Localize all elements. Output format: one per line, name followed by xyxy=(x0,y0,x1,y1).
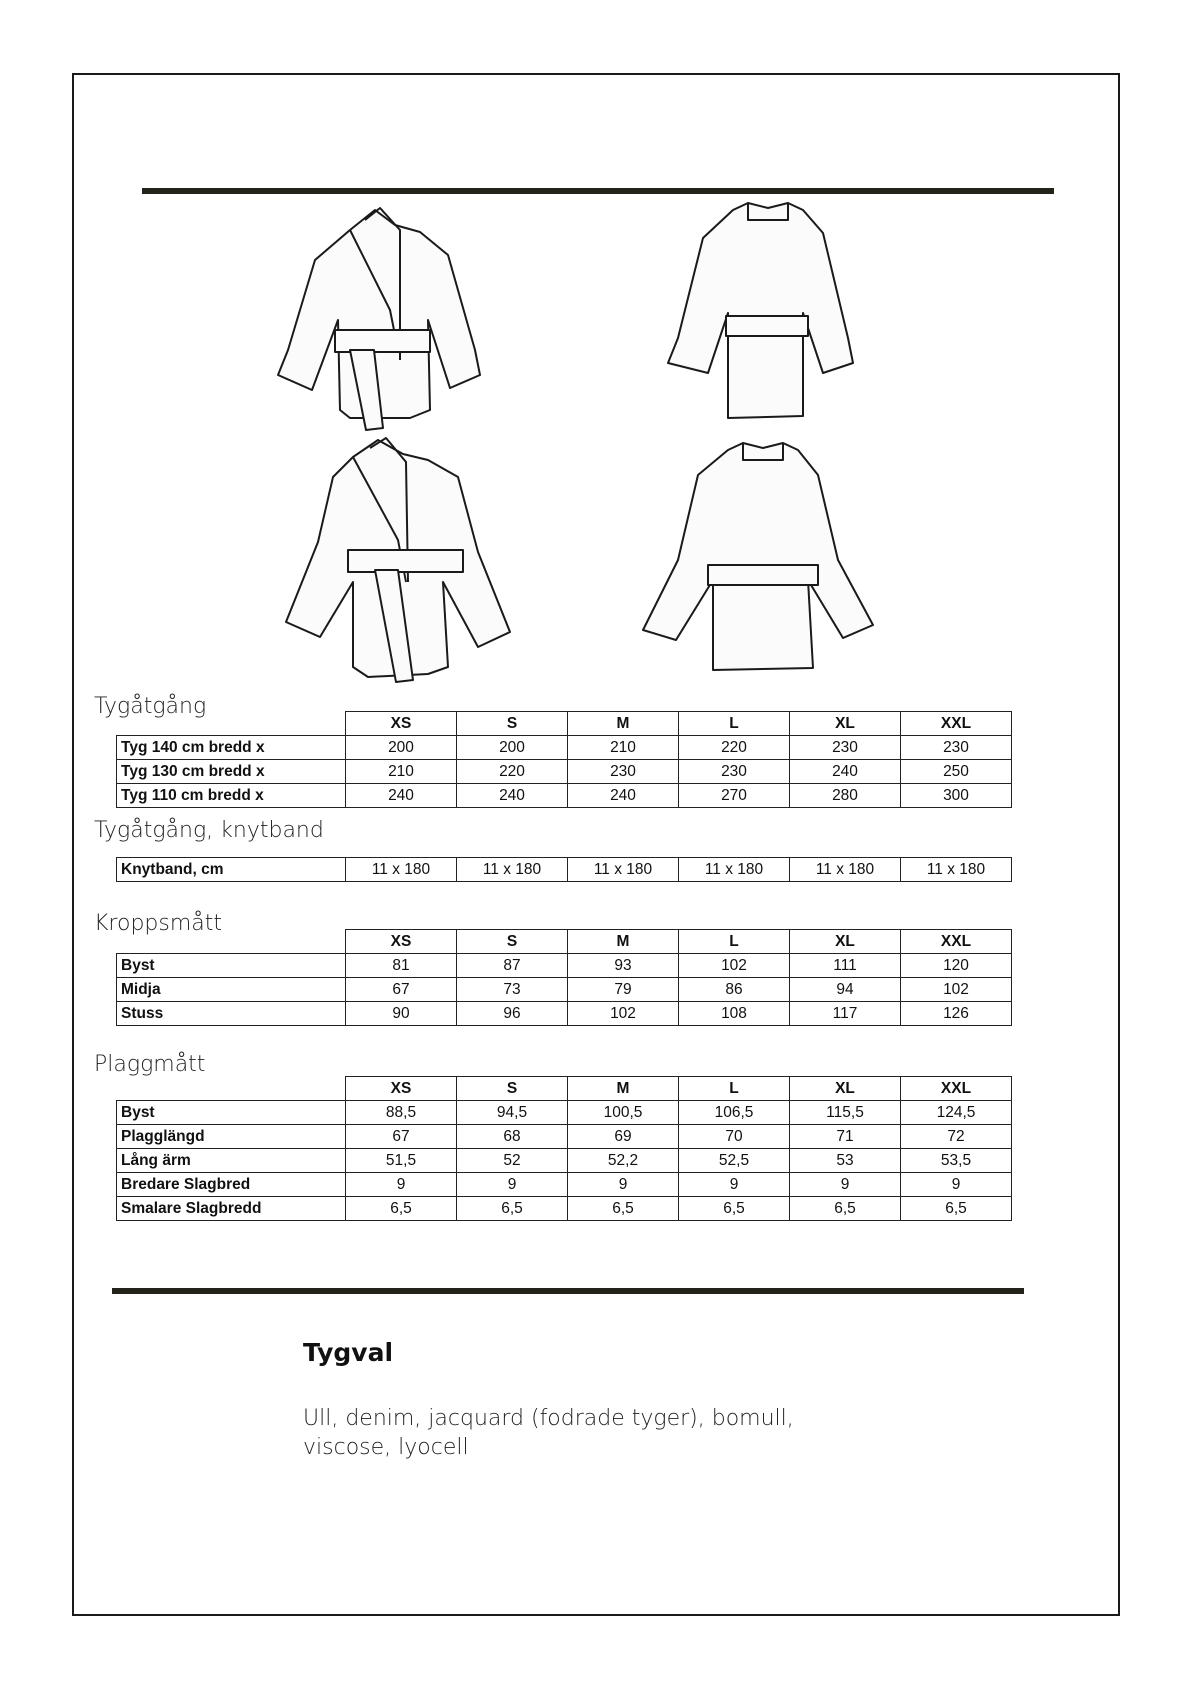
tygval-line: viscose, lyocell xyxy=(303,1435,469,1460)
jacket-front-short-illustration xyxy=(270,200,520,445)
cell: 94,5 xyxy=(457,1101,568,1125)
size-header: XXL xyxy=(901,930,1012,954)
jacket-back-short-illustration xyxy=(648,198,888,426)
cell: 108 xyxy=(679,1002,790,1026)
tie-table xyxy=(116,857,1012,882)
cell: 90 xyxy=(346,1002,457,1026)
cell: 250 xyxy=(901,760,1012,784)
cell: 52,2 xyxy=(568,1149,679,1173)
size-header: XXL xyxy=(901,712,1012,736)
cell: 230 xyxy=(901,736,1012,760)
cell: 220 xyxy=(457,760,568,784)
table-row xyxy=(117,736,1012,760)
cell: 102 xyxy=(901,978,1012,1002)
table-header-row xyxy=(117,1077,1012,1101)
cell: 11 x 180 xyxy=(568,858,679,882)
cell: 11 x 180 xyxy=(679,858,790,882)
size-header: XS xyxy=(346,930,457,954)
cell: 9 xyxy=(346,1173,457,1197)
cell: 117 xyxy=(790,1002,901,1026)
cell: 9 xyxy=(679,1173,790,1197)
size-header: XXL xyxy=(901,1077,1012,1101)
cell: 79 xyxy=(568,978,679,1002)
size-header: S xyxy=(457,930,568,954)
cell: 120 xyxy=(901,954,1012,978)
table-header-row xyxy=(117,930,1012,954)
row-label: Tyg 110 cm bredd x xyxy=(117,784,346,808)
cell: 6,5 xyxy=(901,1197,1012,1221)
table-row xyxy=(117,1173,1012,1197)
table-row xyxy=(117,784,1012,808)
tygval-line: Ull, denim, jacquard (fodrade tyger), bomull, xyxy=(303,1406,794,1431)
cell: 111 xyxy=(790,954,901,978)
cell: 81 xyxy=(346,954,457,978)
cell: 124,5 xyxy=(901,1101,1012,1125)
size-header: XS xyxy=(346,1077,457,1101)
cell: 102 xyxy=(568,1002,679,1026)
cell: 52,5 xyxy=(679,1149,790,1173)
tie-section-title: Tygåtgång, knytband xyxy=(94,818,324,843)
top-divider xyxy=(142,188,1054,194)
cell: 72 xyxy=(901,1125,1012,1149)
cell: 68 xyxy=(457,1125,568,1149)
cell: 115,5 xyxy=(790,1101,901,1125)
cell: 53 xyxy=(790,1149,901,1173)
cell: 9 xyxy=(790,1173,901,1197)
cell: 51,5 xyxy=(346,1149,457,1173)
cell: 86 xyxy=(679,978,790,1002)
cell: 71 xyxy=(790,1125,901,1149)
cell: 6,5 xyxy=(346,1197,457,1221)
size-header: S xyxy=(457,712,568,736)
cell: 230 xyxy=(679,760,790,784)
cell: 88,5 xyxy=(346,1101,457,1125)
cell: 230 xyxy=(790,736,901,760)
bottom-divider xyxy=(112,1288,1024,1294)
table-row xyxy=(117,978,1012,1002)
cell: 9 xyxy=(568,1173,679,1197)
cell: 210 xyxy=(346,760,457,784)
row-label: Tyg 140 cm bredd x xyxy=(117,736,346,760)
cell: 6,5 xyxy=(679,1197,790,1221)
fabric-table xyxy=(116,711,1012,808)
table-row xyxy=(117,1125,1012,1149)
size-header: XL xyxy=(790,712,901,736)
cell: 126 xyxy=(901,1002,1012,1026)
cell: 11 x 180 xyxy=(901,858,1012,882)
cell: 96 xyxy=(457,1002,568,1026)
row-label: Lång ärm xyxy=(117,1149,346,1173)
cell: 69 xyxy=(568,1125,679,1149)
size-header: M xyxy=(568,930,679,954)
size-header: L xyxy=(679,930,790,954)
size-header: XS xyxy=(346,712,457,736)
cell: 6,5 xyxy=(790,1197,901,1221)
page-frame xyxy=(72,73,1120,1616)
garment-table xyxy=(116,1076,1012,1221)
cell: 270 xyxy=(679,784,790,808)
cell: 300 xyxy=(901,784,1012,808)
body-table xyxy=(116,929,1012,1026)
cell: 67 xyxy=(346,1125,457,1149)
row-label: Smalare Slagbredd xyxy=(117,1197,346,1221)
cell: 240 xyxy=(568,784,679,808)
size-header: L xyxy=(679,1077,790,1101)
cell: 240 xyxy=(790,760,901,784)
row-label: Midja xyxy=(117,978,346,1002)
cell: 102 xyxy=(679,954,790,978)
cell: 67 xyxy=(346,978,457,1002)
body-section-title: Kroppsmått xyxy=(94,911,223,936)
cell: 87 xyxy=(457,954,568,978)
tygval-description xyxy=(303,1404,863,1462)
size-header: XL xyxy=(790,1077,901,1101)
cell: 53,5 xyxy=(901,1149,1012,1173)
cell: 220 xyxy=(679,736,790,760)
size-header: M xyxy=(568,1077,679,1101)
cell: 93 xyxy=(568,954,679,978)
tygval-heading: Tygval xyxy=(303,1338,394,1367)
table-row xyxy=(117,1002,1012,1026)
cell: 9 xyxy=(901,1173,1012,1197)
cell: 11 x 180 xyxy=(790,858,901,882)
table-row xyxy=(117,1101,1012,1125)
size-header: L xyxy=(679,712,790,736)
cell: 6,5 xyxy=(568,1197,679,1221)
cell: 240 xyxy=(457,784,568,808)
size-header: XL xyxy=(790,930,901,954)
cell: 200 xyxy=(346,736,457,760)
table-row xyxy=(117,1197,1012,1221)
table-row xyxy=(117,760,1012,784)
garment-section-title: Plaggmått xyxy=(94,1052,206,1077)
table-header-row xyxy=(117,712,1012,736)
row-label: Byst xyxy=(117,1101,346,1125)
row-label: Knytband, cm xyxy=(117,858,346,882)
cell: 280 xyxy=(790,784,901,808)
cell: 73 xyxy=(457,978,568,1002)
cell: 11 x 180 xyxy=(457,858,568,882)
cell: 6,5 xyxy=(457,1197,568,1221)
cell: 52 xyxy=(457,1149,568,1173)
cell: 70 xyxy=(679,1125,790,1149)
table-row xyxy=(117,1149,1012,1173)
cell: 100,5 xyxy=(568,1101,679,1125)
row-label: Bredare Slagbred xyxy=(117,1173,346,1197)
row-label: Stuss xyxy=(117,1002,346,1026)
row-label: Plagglängd xyxy=(117,1125,346,1149)
cell: 210 xyxy=(568,736,679,760)
cell: 200 xyxy=(457,736,568,760)
cell: 94 xyxy=(790,978,901,1002)
jacket-front-long-illustration xyxy=(278,432,548,692)
jacket-back-long-illustration xyxy=(628,440,888,675)
table-row xyxy=(117,954,1012,978)
cell: 9 xyxy=(457,1173,568,1197)
cell: 230 xyxy=(568,760,679,784)
fabric-section-title: Tygåtgång xyxy=(94,694,207,719)
size-header: S xyxy=(457,1077,568,1101)
table-row xyxy=(117,858,1012,882)
row-label: Byst xyxy=(117,954,346,978)
row-label: Tyg 130 cm bredd x xyxy=(117,760,346,784)
size-header: M xyxy=(568,712,679,736)
cell: 240 xyxy=(346,784,457,808)
cell: 106,5 xyxy=(679,1101,790,1125)
cell: 11 x 180 xyxy=(346,858,457,882)
